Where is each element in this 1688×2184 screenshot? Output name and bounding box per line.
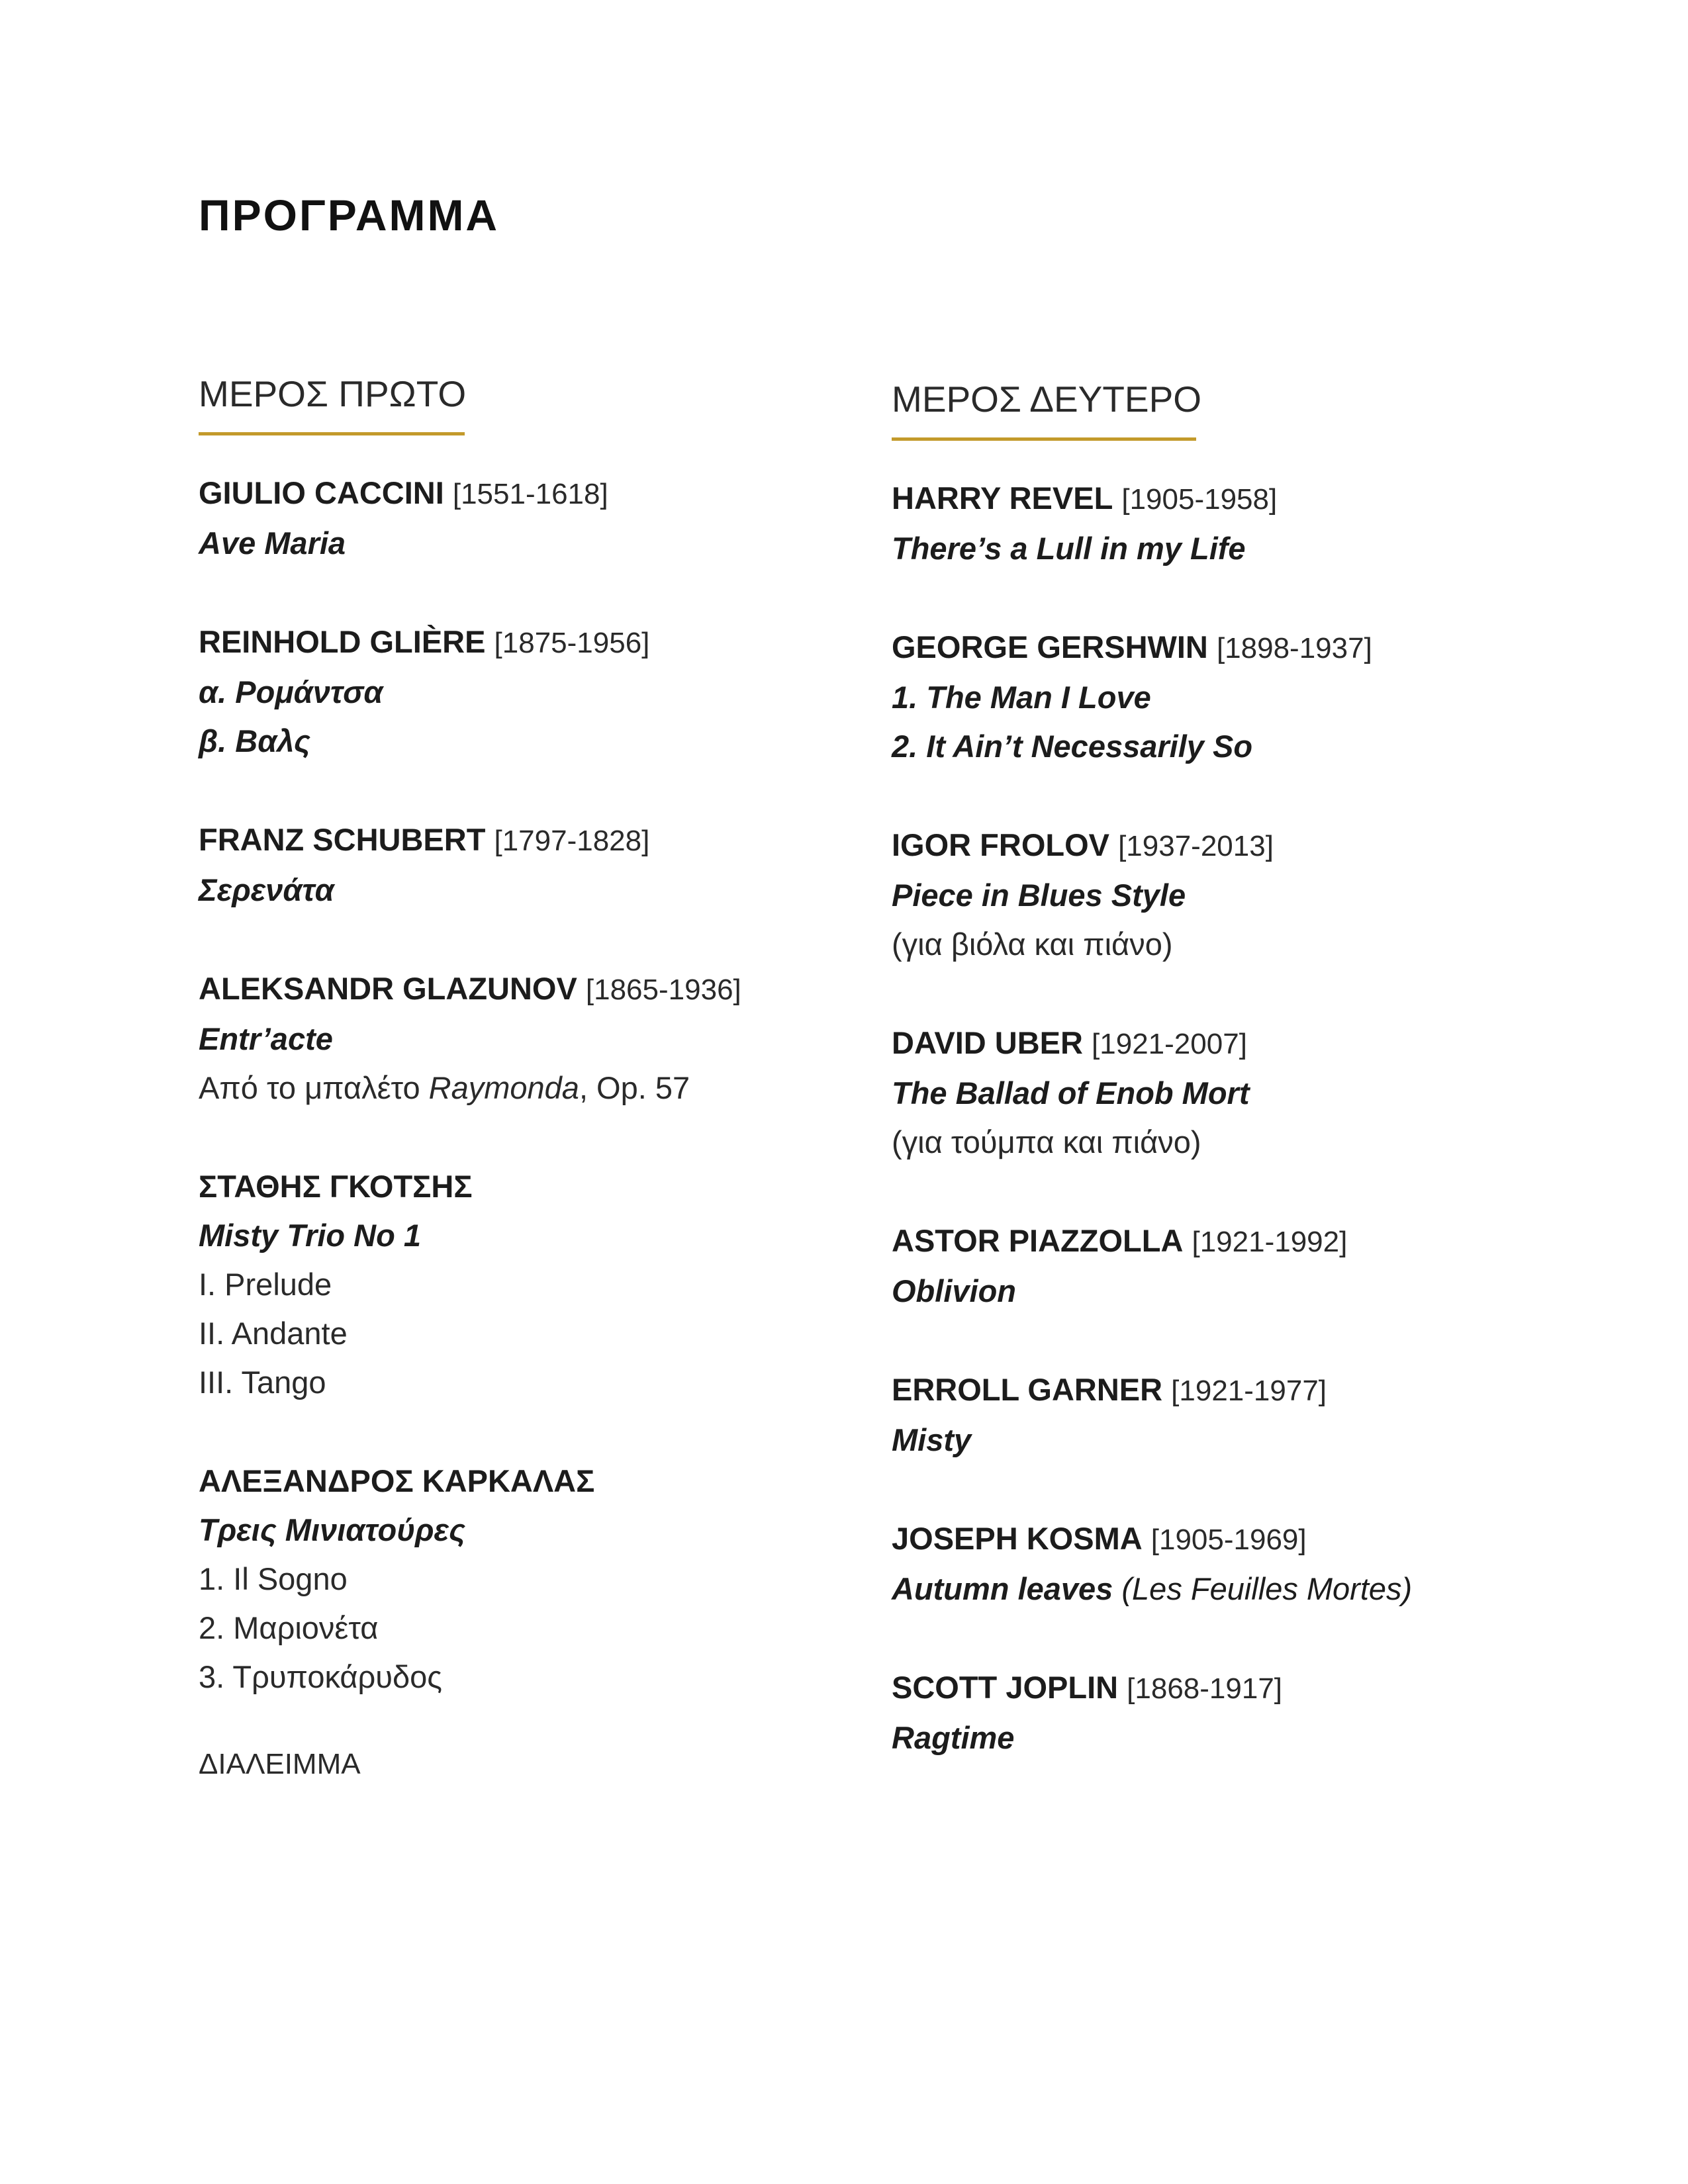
work-subtitle: (Les Feuilles Mortes): [1113, 1571, 1413, 1606]
page-title: ΠΡΟΓΡΑΜΜΑ: [199, 191, 500, 240]
work-title: 1. The Man I Love: [892, 680, 1151, 715]
program-item: [892, 1216, 1554, 1316]
program-item: [892, 821, 1554, 969]
work-title: Piece in Blues Style: [892, 878, 1186, 913]
work-title: Ave Maria: [199, 525, 346, 561]
work-title: Oblivion: [892, 1273, 1016, 1308]
movement: III. Tango: [199, 1365, 326, 1400]
composer-name: ERROLL GARNER: [892, 1372, 1163, 1407]
composer-name: JOSEPH KOSMA: [892, 1521, 1143, 1556]
instrumentation-note: (για βιόλα και πιάνο): [892, 927, 1173, 962]
movement: 3. Τρυποκάρυδος: [199, 1659, 442, 1694]
work-title: The Ballad of Enob Mort: [892, 1075, 1250, 1111]
movement: II. Andante: [199, 1316, 348, 1351]
program-item: [199, 1457, 861, 1702]
program-item: [892, 474, 1554, 573]
movement: 2. Μαριονέτα: [199, 1610, 379, 1645]
work-title: α. Ρομάντσα: [199, 674, 383, 709]
composer-name: ΑΛΕΞΑΝΔΡΟΣ ΚΑΡΚΑΛΑΣ: [199, 1463, 595, 1498]
program-item: [892, 1514, 1554, 1614]
program-item: [892, 1019, 1554, 1167]
composer-years: [1921-2007]: [1092, 1028, 1247, 1060]
composer-name: HARRY REVEL: [892, 480, 1113, 516]
work-title: β. Βαλς: [199, 723, 310, 758]
work-title: Misty Trio No 1: [199, 1218, 422, 1253]
composer-name: ALEKSANDR GLAZUNOV: [199, 971, 577, 1006]
work-title: Ragtime: [892, 1720, 1015, 1755]
opus-text: , Op. 57: [579, 1070, 690, 1105]
composer-years: [1905-1969]: [1150, 1524, 1307, 1556]
composer-years: [1797-1828]: [494, 825, 650, 857]
composer-name: SCOTT JOPLIN: [892, 1670, 1119, 1705]
composer-years: [1905-1958]: [1121, 483, 1278, 516]
part-one-heading: ΜΕΡΟΣ ΠΡΩΤΟ: [199, 373, 467, 414]
composer-years: [1551-1618]: [452, 478, 608, 510]
program-item: [199, 1162, 861, 1407]
program-item: [199, 617, 861, 766]
composer-years: [1921-1992]: [1192, 1226, 1348, 1258]
composer-name: ASTOR PIAZZOLLA: [892, 1223, 1184, 1258]
composer-years: [1868-1917]: [1127, 1672, 1283, 1705]
work-title: 2. It Ain’t Necessarily So: [892, 729, 1253, 764]
program-item: [199, 469, 861, 568]
composer-years: [1937-2013]: [1118, 830, 1274, 862]
composer-name: IGOR FROLOV: [892, 827, 1109, 862]
work-title: Misty: [892, 1422, 972, 1457]
composer-name: GIULIO CACCINI: [199, 475, 444, 510]
program-item: [892, 623, 1554, 771]
work-title: Σερενάτα: [199, 872, 334, 907]
work-title: There’s a Lull in my Life: [892, 531, 1246, 566]
composer-name: ΣΤΑΘΗΣ ΓΚΟΤΣΗΣ: [199, 1169, 473, 1204]
movement: 1. Il Sogno: [199, 1561, 348, 1596]
composer-years: [1875-1956]: [494, 627, 650, 659]
composer-name: DAVID UBER: [892, 1025, 1083, 1060]
part-two-underline: [892, 437, 1196, 441]
composer-years: [1865-1936]: [585, 974, 741, 1006]
intermission-label: ΔΙΑΛΕΙΜΜΑ: [199, 1748, 361, 1780]
part-one-underline: [199, 432, 465, 435]
composer-years: [1898-1937]: [1216, 632, 1372, 664]
program-item: [199, 815, 861, 915]
work-title: Entr’acte: [199, 1021, 333, 1056]
work-title: Τρεις Μινιατούρες: [199, 1512, 466, 1547]
work-note: [199, 1064, 861, 1113]
composer-years: [1921-1977]: [1171, 1375, 1327, 1407]
composer-name: REINHOLD GLIÈRE: [199, 624, 486, 659]
part-one-column: [199, 373, 861, 1784]
program-item: [892, 1663, 1554, 1762]
composer-name: GEORGE GERSHWIN: [892, 629, 1208, 664]
ballet-title: Raymonda: [428, 1070, 579, 1105]
composer-name: FRANZ SCHUBERT: [199, 822, 486, 857]
instrumentation-note: (για τούμπα και πιάνο): [892, 1124, 1201, 1160]
work-title: Autumn leaves: [892, 1571, 1113, 1606]
movement: I. Prelude: [199, 1267, 332, 1302]
note-text: Από το μπαλέτο: [199, 1070, 429, 1105]
program-item: [892, 1365, 1554, 1465]
program-item: [199, 964, 861, 1113]
part-two-heading: ΜΕΡΟΣ ΔΕΥΤΕΡΟ: [892, 379, 1202, 420]
part-two-column: [892, 381, 1554, 1812]
